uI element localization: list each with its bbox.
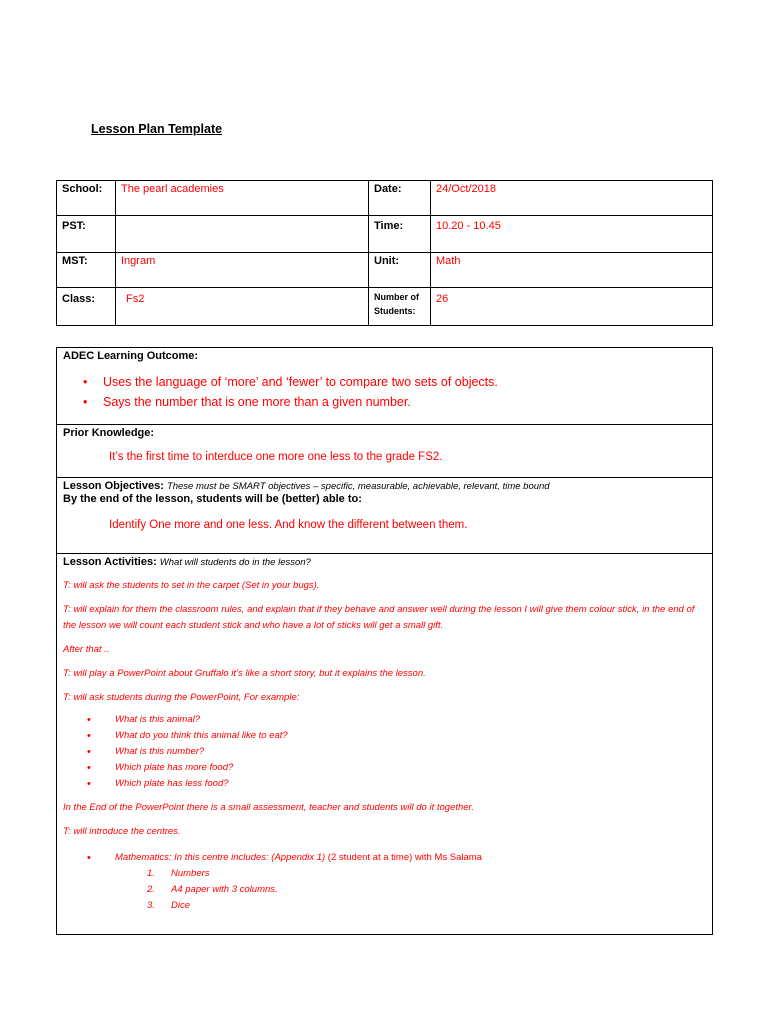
activity-paragraph: T: will explain for them the classroom rules, and explain that if they behave and answer well during the lesson I will give them colour stick, in the end of the lesson we will count each student stick and who have a lot of sticks will get a small gift. bbox=[63, 604, 695, 631]
lesson-details-box bbox=[56, 347, 713, 935]
date-label: Date: bbox=[369, 181, 431, 216]
list-item: • Which plate has more food? bbox=[87, 760, 706, 776]
students-label bbox=[369, 288, 431, 326]
unit-value: Math bbox=[431, 253, 713, 288]
prior-knowledge-heading: Prior Knowledge: bbox=[63, 427, 155, 439]
lesson-activities-note: What will students do in the lesson? bbox=[159, 557, 311, 568]
mst-label: MST: bbox=[57, 253, 116, 288]
activity-paragraph: After that .. bbox=[63, 644, 110, 655]
students-label-line2: Students: bbox=[374, 306, 416, 316]
time-label: Time: bbox=[369, 216, 431, 253]
list-item: • Which plate has less food? bbox=[87, 776, 706, 792]
class-value: Fs2 bbox=[116, 288, 369, 326]
activity-paragraph: T: will ask students during the PowerPoint, For example: bbox=[63, 692, 300, 703]
lesson-activities-heading: Lesson Activities: bbox=[63, 556, 157, 568]
pst-value bbox=[116, 216, 369, 253]
question-list bbox=[87, 712, 706, 792]
list-item: 3. Dice bbox=[147, 900, 191, 911]
lesson-objectives-heading: Lesson Objectives: bbox=[63, 480, 164, 492]
lesson-objectives-text: Identify One more and one less. And know the different between them. bbox=[109, 519, 468, 531]
list-item: • What do you think this animal like to eat? bbox=[87, 728, 706, 744]
lesson-objectives-subheading: By the end of the lesson, students will be (better) able to: bbox=[63, 493, 362, 505]
lesson-info-table bbox=[56, 180, 713, 326]
list-item: • Uses the language of ‘more’ and ‘fewer’ to compare two sets of objects. bbox=[83, 372, 706, 392]
prior-knowledge-text: It’s the first time to interduce one more one less to the grade FS2. bbox=[109, 451, 443, 463]
school-label: School: bbox=[57, 181, 116, 216]
learning-outcome-heading: ADEC Learning Outcome: bbox=[63, 350, 199, 362]
list-item: 2. A4 paper with 3 columns. bbox=[147, 884, 278, 895]
mathematics-centre-detail: (2 student at a time) with Ms Salama bbox=[325, 852, 482, 863]
mathematics-centre-item bbox=[87, 850, 706, 866]
info-row-mst bbox=[57, 253, 713, 288]
learning-outcome-list bbox=[83, 372, 706, 412]
lesson-objectives-note: These must be SMART objectives – specific, measurable, achievable, relevant, time bound bbox=[166, 481, 550, 492]
list-item: • Says the number that is one more than a given number. bbox=[83, 392, 706, 412]
pst-label: PST: bbox=[57, 216, 116, 253]
activity-paragraph: In the End of the PowerPoint there is a small assessment, teacher and students will do it together. bbox=[63, 802, 475, 813]
students-label-line1: Number of bbox=[374, 292, 419, 302]
lesson-activities-section bbox=[57, 554, 712, 934]
list-item: 1. Numbers bbox=[147, 868, 210, 879]
time-value: 10.20 - 10.45 bbox=[431, 216, 713, 253]
lesson-objectives-section bbox=[57, 478, 712, 554]
mathematics-centre-text: Mathematics: In this centre includes: (Appendix 1) bbox=[115, 852, 326, 863]
list-item: • What is this animal? bbox=[87, 712, 706, 728]
info-row-school bbox=[57, 181, 713, 216]
lesson-objectives-heading-line bbox=[63, 480, 706, 492]
mst-value: Ingram bbox=[116, 253, 369, 288]
mathematics-materials-list bbox=[147, 866, 706, 914]
school-value: The pearl academies bbox=[116, 181, 369, 216]
lesson-activities-heading-line bbox=[63, 556, 706, 568]
activity-paragraph: T: will introduce the centres. bbox=[63, 826, 181, 837]
students-value: 26 bbox=[431, 288, 713, 326]
prior-knowledge-section bbox=[57, 425, 712, 478]
unit-label: Unit: bbox=[369, 253, 431, 288]
learning-outcome-section bbox=[57, 348, 712, 425]
date-value: 24/Oct/2018 bbox=[431, 181, 713, 216]
activity-paragraph: T: will ask the students to set in the carpet (Set in your bugs). bbox=[63, 580, 320, 591]
activity-paragraph: T: will play a PowerPoint about Gruffalo it’s like a short story, but it explains the lesson. bbox=[63, 668, 426, 679]
info-row-pst bbox=[57, 216, 713, 253]
page-title: Lesson Plan Template bbox=[91, 122, 223, 136]
class-label: Class: bbox=[57, 288, 116, 326]
info-row-class bbox=[57, 288, 713, 326]
list-item: • What is this number? bbox=[87, 744, 706, 760]
